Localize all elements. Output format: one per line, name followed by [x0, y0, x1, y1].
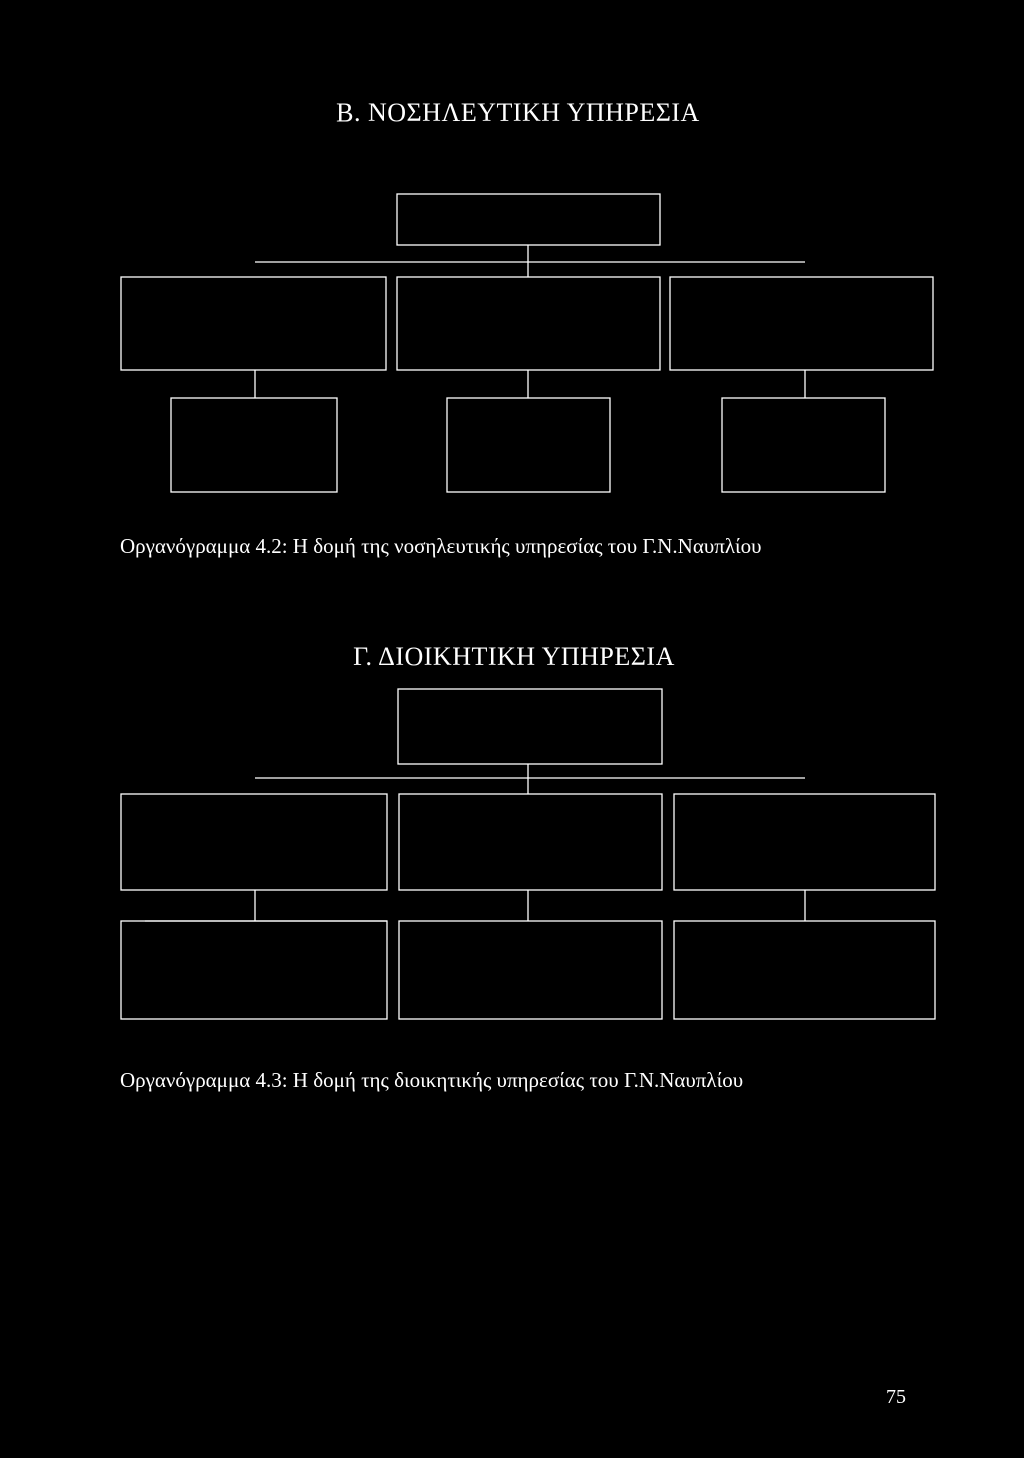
- nursing-box-center: [397, 277, 660, 370]
- nursing-chart-caption: Οργανόγραμμα 4.2: Η δομή της νοσηλευτικής υπηρεσίας του Γ.Ν.Ναυπλίου: [120, 534, 762, 558]
- admin-sub-box-center: [399, 921, 662, 1019]
- admin-top-box: [398, 689, 662, 764]
- nursing-box-left: [121, 277, 386, 370]
- admin-box-right: [674, 794, 935, 890]
- nursing-service-heading: Β. ΝΟΣΗΛΕΥΤΙΚΗ ΥΠΗΡΕΣΙΑ: [336, 98, 700, 127]
- page-number: 75: [886, 1386, 906, 1408]
- nursing-sub-box-center: [447, 398, 610, 492]
- admin-sub-box-left: [121, 921, 387, 1019]
- administrative-service-heading: Γ. ΔΙΟΙΚΗΤΙΚΗ ΥΠΗΡΕΣΙΑ: [353, 642, 675, 671]
- admin-sub-box-right: [674, 921, 935, 1019]
- nursing-sub-box-right: [722, 398, 885, 492]
- admin-box-left: [121, 794, 387, 890]
- nursing-top-box: [397, 194, 660, 245]
- administrative-chart-caption: Οργανόγραμμα 4.3: Η δομή της διοικητικής υπηρεσίας του Γ.Ν.Ναυπλίου: [120, 1068, 744, 1092]
- admin-box-center: [399, 794, 662, 890]
- nursing-sub-box-left: [171, 398, 337, 492]
- nursing-box-right: [670, 277, 933, 370]
